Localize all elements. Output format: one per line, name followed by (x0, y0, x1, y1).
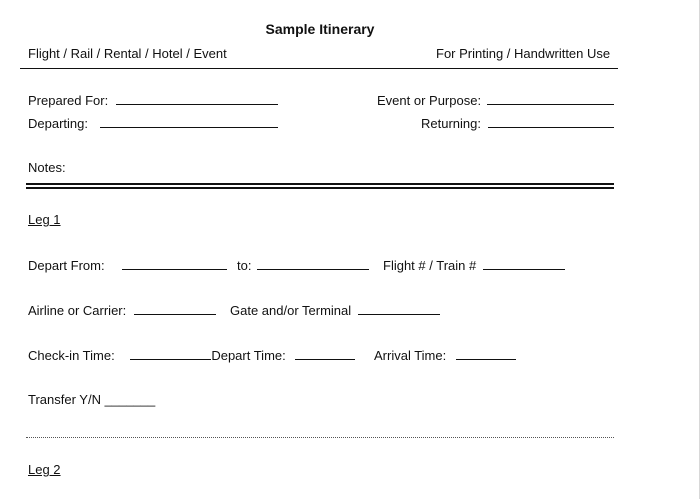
depart-from-blank[interactable] (122, 257, 227, 270)
arrival-time-blank[interactable] (456, 347, 516, 360)
checkin-blank[interactable] (130, 347, 211, 360)
to-label: to: (237, 258, 252, 273)
gate-row (230, 302, 440, 319)
depart-from-row (28, 257, 227, 274)
departing-blank[interactable] (100, 115, 278, 128)
prepared-for-row (28, 92, 278, 109)
to-row (237, 257, 369, 274)
gate-blank[interactable] (358, 302, 440, 315)
airline-row (28, 302, 216, 319)
notes-label: Notes: (28, 160, 66, 175)
flight-train-row (383, 257, 565, 274)
transfer-blank[interactable]: _______ (104, 392, 156, 407)
double-rule-top (26, 183, 614, 185)
returning-blank[interactable] (488, 115, 614, 128)
returning-label: Returning: (421, 116, 481, 131)
arrival-time-label: Arrival Time: (374, 348, 447, 363)
leg-2-title: Leg 2 (28, 462, 61, 477)
airline-blank[interactable] (134, 302, 216, 315)
to-blank[interactable] (257, 257, 369, 270)
prepared-for-label: Prepared For: (28, 93, 109, 108)
flight-train-label: Flight # / Train # (383, 258, 477, 273)
depart-from-label: Depart From: (28, 258, 105, 273)
document-title: Sample Itinerary (265, 21, 375, 37)
event-purpose-row (377, 92, 614, 109)
gate-label: Gate and/or Terminal (230, 303, 352, 318)
prepared-for-blank[interactable] (116, 92, 278, 105)
airline-label: Airline or Carrier: (28, 303, 127, 318)
event-purpose-blank[interactable] (487, 92, 614, 105)
departing-row (28, 115, 278, 132)
arrival-row (374, 347, 516, 364)
departing-label: Departing: (28, 116, 88, 131)
leg-1-title: Leg 1 (28, 212, 61, 227)
transfer-row (28, 392, 155, 408)
header-left-text: Flight / Rail / Rental / Hotel / Event (28, 46, 227, 61)
checkin-label: Check-in Time: (28, 348, 115, 363)
returning-row (421, 115, 614, 132)
header-right-text: For Printing / Handwritten Use (436, 46, 611, 61)
double-rule-bottom (26, 187, 614, 189)
leg-divider (26, 437, 614, 438)
transfer-label: Transfer Y/N (28, 392, 101, 407)
depart-time-blank[interactable] (295, 347, 355, 360)
depart-time-label: Depart Time: (211, 348, 286, 363)
header-rule (20, 68, 618, 69)
flight-train-blank[interactable] (483, 257, 565, 270)
checkin-row (28, 347, 355, 364)
event-purpose-label: Event or Purpose: (377, 93, 482, 108)
